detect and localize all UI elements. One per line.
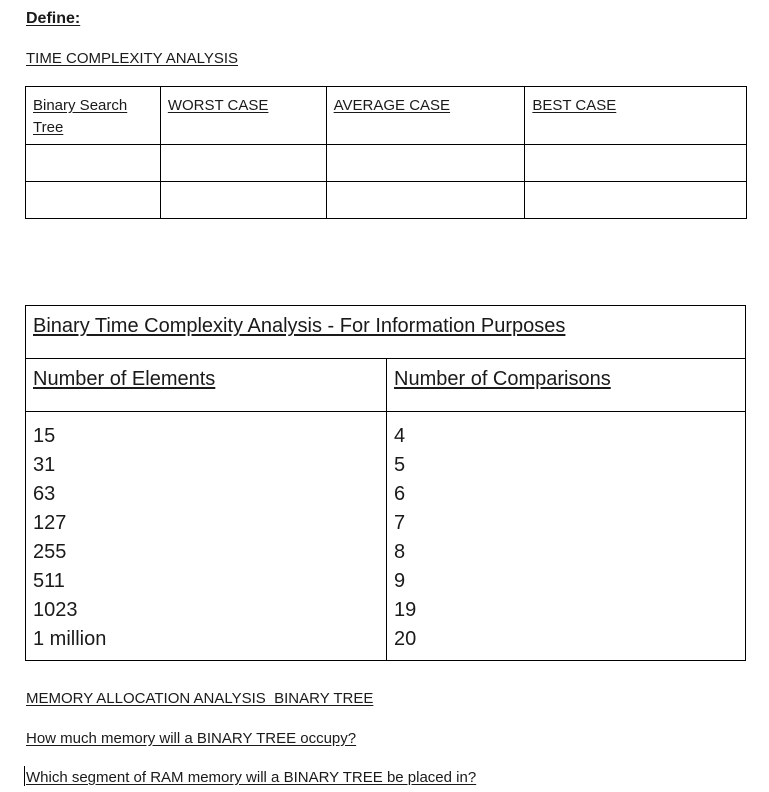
element-count-value: 63 bbox=[33, 483, 56, 505]
table-cell[interactable] bbox=[525, 182, 747, 219]
info-table-data-row bbox=[26, 412, 746, 661]
memory-allocation-heading: MEMORY ALLOCATION ANALYSIS BINARY TREE bbox=[26, 690, 374, 707]
table-cell[interactable] bbox=[26, 145, 161, 182]
best-case-header-cell[interactable] bbox=[525, 87, 747, 145]
comparisons-column-header: Number of Comparisons bbox=[394, 368, 611, 390]
binary-complexity-info-table bbox=[25, 305, 746, 661]
bst-table-row-1 bbox=[26, 145, 747, 182]
element-count-value: 127 bbox=[33, 512, 67, 534]
comparison-count-value: 6 bbox=[394, 483, 406, 505]
define-label: Define: bbox=[26, 10, 81, 27]
average-case-header: AVERAGE CASE bbox=[333, 97, 451, 114]
worst-case-header: WORST CASE bbox=[167, 97, 269, 114]
comparison-count-value: 9 bbox=[394, 570, 406, 592]
comparison-count-value: 5 bbox=[394, 454, 406, 476]
time-complexity-heading: TIME COMPLEXITY ANALYSIS bbox=[26, 50, 239, 67]
bst-header-binary-search-tree: Binary Search Tree bbox=[33, 97, 128, 136]
question-memory-occupy: How much memory will a BINARY TREE occupy? bbox=[26, 730, 357, 747]
bst-header-cell[interactable] bbox=[26, 87, 161, 145]
table-cell[interactable] bbox=[525, 145, 747, 182]
bst-complexity-table bbox=[25, 86, 747, 219]
question-ram-segment: Which segment of RAM memory will a BINARY TREE be placed in? bbox=[26, 769, 477, 786]
element-count-value: 511 bbox=[33, 570, 65, 592]
table-cell[interactable] bbox=[160, 145, 326, 182]
info-table-title-cell[interactable] bbox=[26, 306, 746, 359]
best-case-header: BEST CASE bbox=[532, 97, 617, 114]
info-table-header-row bbox=[26, 359, 746, 412]
element-count-value: 31 bbox=[33, 454, 56, 476]
comparison-count-value: 20 bbox=[394, 628, 417, 650]
table-cell[interactable] bbox=[160, 182, 326, 219]
element-count-value: 1 million bbox=[33, 628, 107, 650]
elements-values-cell[interactable] bbox=[26, 412, 387, 661]
text-cursor bbox=[24, 766, 25, 786]
comparison-count-value: 4 bbox=[394, 425, 406, 447]
table-cell[interactable] bbox=[326, 182, 525, 219]
info-table-title-row bbox=[26, 306, 746, 359]
table-cell[interactable] bbox=[326, 145, 525, 182]
comparison-count-value: 8 bbox=[394, 541, 406, 563]
average-case-header-cell[interactable] bbox=[326, 87, 525, 145]
elements-header-cell[interactable] bbox=[26, 359, 387, 412]
elements-column-header: Number of Elements bbox=[33, 368, 216, 390]
worst-case-header-cell[interactable] bbox=[160, 87, 326, 145]
bst-table-row-2 bbox=[26, 182, 747, 219]
bst-table-header-row bbox=[26, 87, 747, 145]
element-count-value: 1023 bbox=[33, 599, 78, 621]
comparisons-values-cell[interactable] bbox=[387, 412, 746, 661]
table-cell[interactable] bbox=[26, 182, 161, 219]
element-count-value: 15 bbox=[33, 425, 56, 447]
info-table-title: Binary Time Complexity Analysis - For Information Purposes bbox=[33, 315, 566, 337]
comparison-count-value: 7 bbox=[394, 512, 406, 534]
comparison-count-value: 19 bbox=[394, 599, 417, 621]
comparisons-header-cell[interactable] bbox=[387, 359, 746, 412]
element-count-value: 255 bbox=[33, 541, 67, 563]
